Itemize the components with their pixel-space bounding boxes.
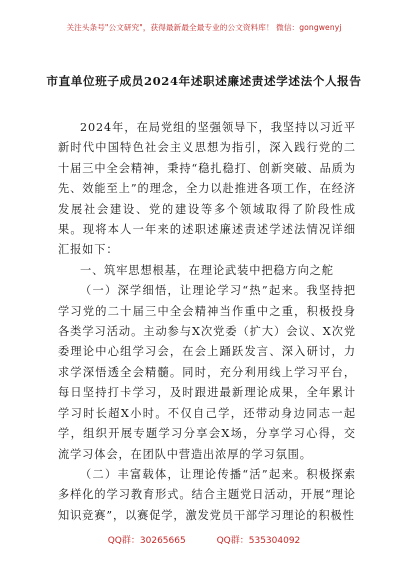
section-heading: 一、筑牢思想根基，在理论武装中把稳方向之舵 <box>80 263 334 277</box>
intro-paragraph: 2024年，在局党组的坚强领导下，我坚持以习近平新时代中国特色社会主义思想为指引，深入践行党的二十届三中全会精神，秉持“稳扎稳打、创新突破、品质为先、效能至上”的理念，全力以赴推进各项工作，在经济发展社会建设、党的建设等多个领域取得了阶段性成果。现将本人一年来的述职述廉述责述学述法情况详细汇报如下： <box>58 121 356 257</box>
qq-footer <box>0 533 408 546</box>
qq-group-1: QQ群：30265665 <box>107 536 186 546</box>
document-title: 市直单位班子成员2024年述职述廉述责述学述法个人报告 <box>46 74 362 88</box>
document-body <box>58 118 356 526</box>
body-paragraph: （一）深学细悟，让理论学习“热”起来。我坚持把学习党的二十届三中全会精神当作重中之重，积极投身各类学习活动。主动参与X次党委（扩大）会议、X次党委理论中心组学习会，在会上踊跃发言、深入研讨，力求学深悟透全会精髓。同时，充分利用线上学习平台，每日坚持打卡学习，及时跟进最新理论成果，全年累计学习时长超X小时。不仅自己学，还带动身边同志一起学，组织开展专题学习分享会X场，分享学习心得，交流学习体会，在团队中营造出浓厚的学习氛围。 <box>58 284 356 461</box>
body-paragraph: （二）丰富载体，让理论传播“活”起来。积极探索多样化的学习教育形式。结合主题党日活动，开展“理论知识竞赛”，以赛促学，激发党员干部学习理论的积极性 <box>58 467 356 522</box>
promo-banner: 关注头条号"公文研究"，获得最新最全最专业的公文资料库！ 微信：gongwenyj <box>66 23 342 32</box>
qq-group-2: QQ群：535304092 <box>216 536 301 546</box>
